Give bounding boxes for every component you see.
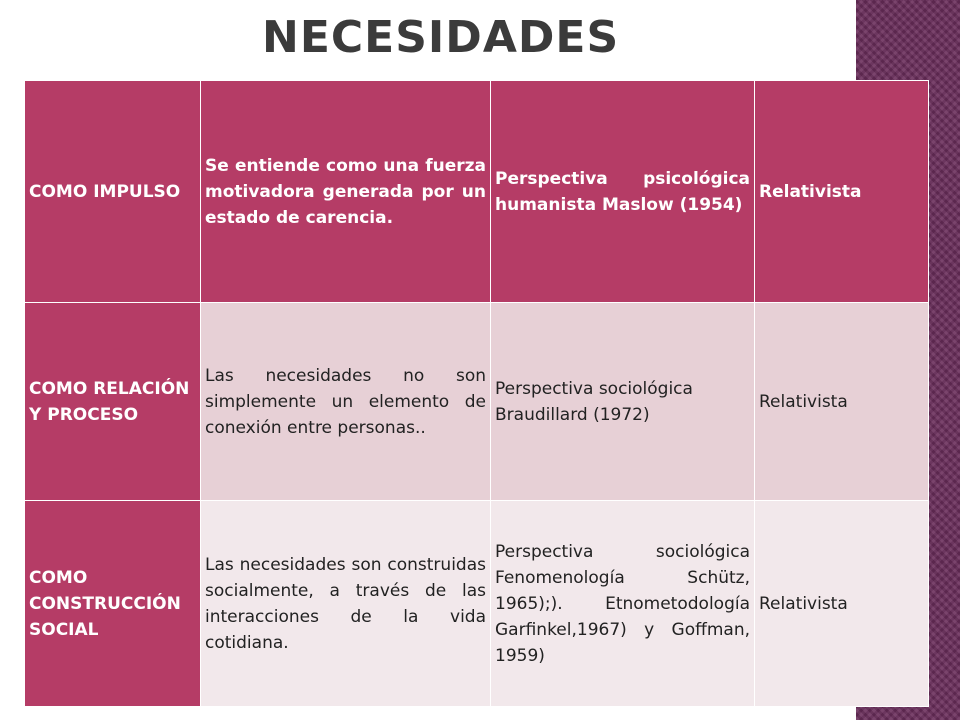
definition-cell: Las necesidades son construidas socialmente, a través de las interacciones de la vida cotidiana. bbox=[201, 501, 491, 707]
type-cell: Relativista bbox=[755, 81, 929, 303]
perspective-cell: Perspectiva sociológica Fenomenología Schütz, 1965);). Etnometodología Garfinkel,1967) y Goffman, 1959) bbox=[491, 501, 755, 707]
needs-table bbox=[24, 80, 929, 707]
type-cell: Relativista bbox=[755, 501, 929, 707]
definition-cell: Se entiende como una fuerza motivadora generada por un estado de carencia. bbox=[201, 81, 491, 303]
approach-cell: COMO CONSTRUCCIÓN SOCIAL bbox=[25, 501, 201, 707]
type-cell: Relativista bbox=[755, 303, 929, 501]
table-row bbox=[25, 501, 929, 707]
table-row bbox=[25, 81, 929, 303]
slide-title: NECESIDADES bbox=[262, 12, 620, 63]
perspective-cell: Perspectiva sociológica Braudillard (1972) bbox=[491, 303, 755, 501]
approach-cell: COMO RELACIÓN Y PROCESO bbox=[25, 303, 201, 501]
table-row bbox=[25, 303, 929, 501]
definition-cell: Las necesidades no son simplemente un elemento de conexión entre personas.. bbox=[201, 303, 491, 501]
approach-cell: COMO IMPULSO bbox=[25, 81, 201, 303]
perspective-cell: Perspectiva psicológica humanista Maslow (1954) bbox=[491, 81, 755, 303]
